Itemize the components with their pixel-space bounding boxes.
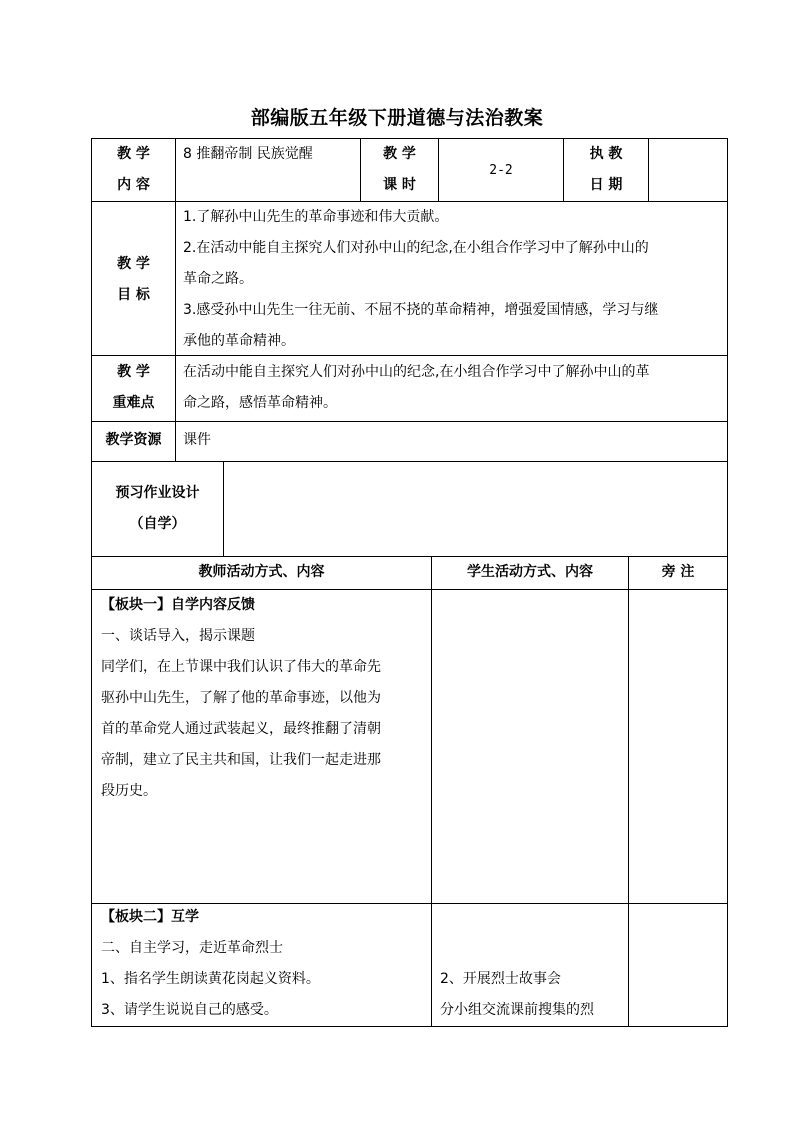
table-border-right (727, 138, 728, 1027)
block2-line: 3、请学生说说自己的感受。 (101, 1002, 278, 1018)
block2-heading: 【板块二】互学 (101, 909, 199, 925)
resources-value: 课件 (183, 432, 211, 448)
page-title: 部编版五年级下册道德与法治教案 (250, 107, 544, 129)
block1-line: 驱孙中山先生，了解了他的革命事迹，以他为 (101, 690, 381, 706)
date-label: 执 教 日 期 (589, 146, 623, 193)
period-value: 2-2 (489, 163, 513, 178)
block2-student-line: 2、开展烈士故事会 (440, 971, 561, 987)
table-border-bottom (91, 1026, 728, 1027)
block2-student-line: 分小组交流课前搜集的烈 (440, 1002, 594, 1018)
note-column-header: 旁 注 (661, 564, 695, 580)
row-divider (91, 461, 728, 462)
goals-line: 2.在活动中能自主探究人们对孙中山的纪念,在小组合作学习中了解孙中山的 (183, 240, 649, 256)
block1-line: 首的革命党人通过武装起义，最终推翻了清朝 (101, 721, 381, 737)
block2-student-text (440, 964, 594, 1026)
key-points-text (183, 357, 649, 419)
teacher-column-header: 教师活动方式、内容 (198, 564, 325, 580)
block1-line: 一、谈话导入，揭示课题 (101, 628, 255, 644)
block2-line: 1、指名学生朗读黄花岗起义资料。 (101, 971, 320, 987)
key-points-line: 命之路，感悟革命精神。 (183, 395, 337, 411)
goals-line: 1.了解孙中山先生的革命事迹和伟大贡献。 (183, 209, 449, 225)
col-divider (175, 138, 176, 461)
goals-text (183, 202, 658, 357)
col-divider (648, 138, 649, 201)
col-divider (223, 461, 224, 556)
block1-line: 帝制，建立了民主共和国，让我们一起走进那 (101, 752, 381, 768)
block2-line: 二、自主学习，走近革命烈士 (101, 940, 283, 956)
goals-line: 承他的革命精神。 (183, 333, 295, 349)
block1-heading: 【板块一】自学内容反馈 (101, 597, 255, 613)
key-points-label: 教 学 重难点 (112, 364, 155, 411)
col-divider (628, 556, 629, 1027)
resources-label: 教学资源 (105, 432, 162, 448)
block2-teacher-text (101, 902, 320, 1026)
period-label: 教 学 课 时 (383, 146, 416, 193)
goals-line: 革命之路。 (183, 271, 253, 287)
student-column-header: 学生活动方式、内容 (467, 564, 593, 580)
content-value: 8 推翻帝制 民族觉醒 (183, 146, 313, 162)
goals-label: 教 学 目 标 (117, 256, 150, 303)
row-divider (91, 421, 728, 422)
key-points-line: 在活动中能自主探究人们对孙中山的纪念,在小组合作学习中了解孙中山的革 (183, 364, 650, 380)
content-label: 教 学 内 容 (117, 146, 150, 193)
block1-teacher-text (101, 590, 381, 807)
preview-label: 预习作业设计 （自学） (115, 485, 200, 532)
block1-line: 同学们，在上节课中我们认识了伟大的革命先 (101, 659, 381, 675)
goals-line: 3.感受孙中山先生一往无前、不屈不挠的革命精神，增强爱国情感，学习与继 (183, 302, 659, 318)
col-divider (431, 556, 432, 1027)
block1-line: 段历史。 (101, 783, 157, 799)
